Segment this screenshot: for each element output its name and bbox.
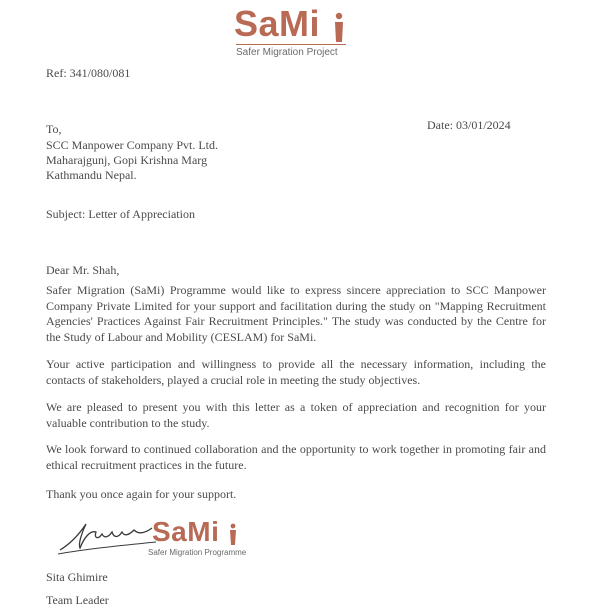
body-paragraph-1: Safer Migration (SaMi) Programme would like to express sincere appreciation to SCC Manpower Company Private Limited for your support and facilitation during the study on "Mapping Recruitment Agencies' Practices Against Fair Recruitment Principles." The study was conducted by the Centre for the Study of Labour and Mobility (CESLAM) for SaMi. — [46, 283, 546, 344]
recipient-line-2: Maharajgunj, Gopi Krishna Marg — [46, 153, 208, 167]
signatory-title: Team Leader — [46, 593, 109, 607]
letterhead-figure-icon — [332, 12, 346, 42]
stamp-figure-icon — [228, 523, 238, 545]
letterhead-tagline: Safer Migration Project — [236, 47, 338, 58]
letter-date: Date: 03/01/2024 — [427, 118, 511, 132]
stamp-tagline: Safer Migration Programme — [148, 548, 247, 557]
stamp-logo-text: SaMi — [152, 516, 220, 547]
body-paragraph-5: Thank you once again for your support. — [46, 487, 237, 501]
salutation: Dear Mr. Shah, — [46, 263, 120, 277]
reference-number: Ref: 341/080/081 — [46, 66, 131, 80]
body-paragraph-3: We are pleased to present you with this letter as a token of appreciation and recognition for your valuable contribution to the study. — [46, 400, 546, 430]
recipient-line-1: SCC Manpower Company Pvt. Ltd. — [46, 138, 219, 152]
body-paragraph-4: We look forward to continued collaboration and the opportunity to work together in promoting fair and ethical recruitment practices in the future. — [46, 442, 546, 472]
signatory-name: Sita Ghimire — [46, 570, 108, 584]
recipient-line-3: Kathmandu Nepal. — [46, 168, 137, 182]
letterhead-logo — [232, 4, 352, 62]
recipient-to: To, — [46, 122, 62, 136]
programme-stamp — [146, 517, 246, 559]
body-paragraph-2: Your active participation and willingness to provide all the necessary information, including the contacts of stakeholders, played a crucial role in meeting the study objectives. — [46, 357, 546, 387]
subject-line: Subject: Letter of Appreciation — [46, 207, 195, 221]
letterhead-divider — [236, 44, 346, 45]
letterhead-logo-text: SaMi — [234, 3, 321, 44]
